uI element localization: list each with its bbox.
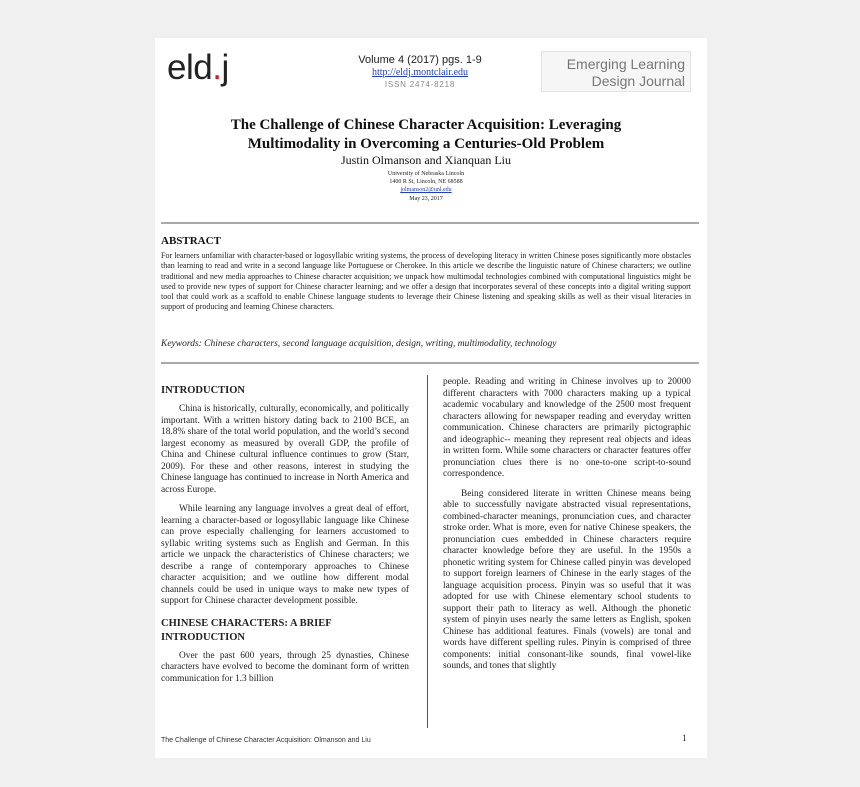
divider-top [161,222,699,224]
abstract-heading: ABSTRACT [161,235,221,247]
page-number: 1 [682,733,687,743]
paper-authors: Justin Olmanson and Xianquan Liu [341,153,511,167]
chinese-characters-heading: CHINESE CHARACTERS: A BRIEF INTRODUCTION [161,617,332,643]
author-email-link[interactable]: jolmanson2@unl.edu [400,187,452,193]
left-column [161,384,409,685]
intro-paragraph-2: While learning any language involves a great deal of effort, learning a character-based or logosyllabic language like Chinese can prove especially challenging for learners accustomed to syllabic writing systems such as English and German. In this article we unpack the characteristics of Chinese characters; we describe a range of contemporary approaches to Chinese character acquisition; and we outline how different modal channels could be used in unique ways to make new types of support for Chinese character development possible. [161,504,409,606]
paper-title: The Challenge of Chinese Character Acquisition: Leveraging Multimodality in Overcoming a Centuries-Old Problem [230,117,622,152]
affiliation-university: University of Nebraska Lincoln [387,171,465,177]
issn: ISSN 2474-8218 [384,80,456,89]
paper-date: May 23, 2017 [409,196,443,202]
right-paragraph-2: Being considered literate in written Chinese means being able to successfully navigate abstracted visual representations, combined-character meanings, pronunciation cues, and character stroke order. What is more, even for native Chinese speakers, the pronunciation cues embedded in Chinese characters require character knowledge before they are useful. In the 1950s a phonetic writing system for Chinese called pinyin was developed to support foreign learners of Chinese in the early stages of the language acquisition process. Pinyin was so useful that it was adopted for use with Chinese elementary school students to support their path to literacy as well. Although the phonetic system of pinyin uses nearly the same letters as English, spoken Chinese has additional features. Finals (vowels) are tonal and words have different spelling rules. Pinyin is comprised of three components: initial consonant-like sounds, final vowel-like sounds, and tones that slightly [443,488,691,671]
volume-info: Volume 4 (2017) pgs. 1-9 [358,54,482,66]
affiliation-address: 1400 R St, Lincoln, NE 68588 [389,179,463,185]
journal-url-link[interactable]: http://eldj.montclair.edu [371,67,469,78]
column-divider [427,375,428,728]
journal-logo: eld.j [167,48,229,87]
characters-paragraph-1: Over the past 600 years, through 25 dynasties, Chinese characters have evolved to become the dominant form of written communication for 1.3 billion [161,650,409,684]
right-paragraph-1: people. Reading and writing in Chinese involves up to 20000 different characters with 7000 characters making up a typical academic vocabulary and knowledge of the 2500 most frequent characters allowing for newspaper reading and everyday written communication. Chinese characters are primarily pictographic and ideographic-- meaning they represent real objects and ideas in written form. While some characters or character features offer pronunciation clues there is no one-to-one script-to-sound correspondence. [443,377,691,479]
running-title: The Challenge of Chinese Character Acquisition: Olmanson and Liu [161,737,371,744]
keywords: Keywords: Chinese characters, second language acquisition, design, writing, multimodality, technology [161,339,557,349]
introduction-heading: INTRODUCTION [161,385,246,396]
journal-name: Emerging Learning Design Journal [566,56,685,89]
abstract-text: For learners unfamiliar with character-based or logosyllabic writing systems, the process of developing literacy in written Chinese poses significantly more obstacles than learning to read and write in a second language like Portuguese or Cherokee. In this article we describe the linguistic nature of Chinese characters; we outline traditional and new media approaches to Chinese character acquisition; we unpack how multimodal technologies combined with computational linguistics might be used to provide new types of support for Chinese character learning; and we offer a design that incorporates several of these concepts into a digital writing support tool that could work as a scaffold to enable Chinese language students to leverage their Chinese listening and speaking skills as well as their visual literacies in support of producing and learning Chinese characters. [161,251,691,312]
right-column [443,377,691,673]
divider-bottom [161,362,699,364]
intro-paragraph-1: China is historically, culturally, economically, and politically important. With a written history dating back to 2100 BCE, an 18.8% share of the total world population, and the world’s second largest economy as measured by overall GDP, the profile of China and Chinese cultural influence continues to grow (Starr, 2009). For these and other reasons, interest in studying the Chinese language has continued to increase in North America and across Europe. [161,404,409,495]
